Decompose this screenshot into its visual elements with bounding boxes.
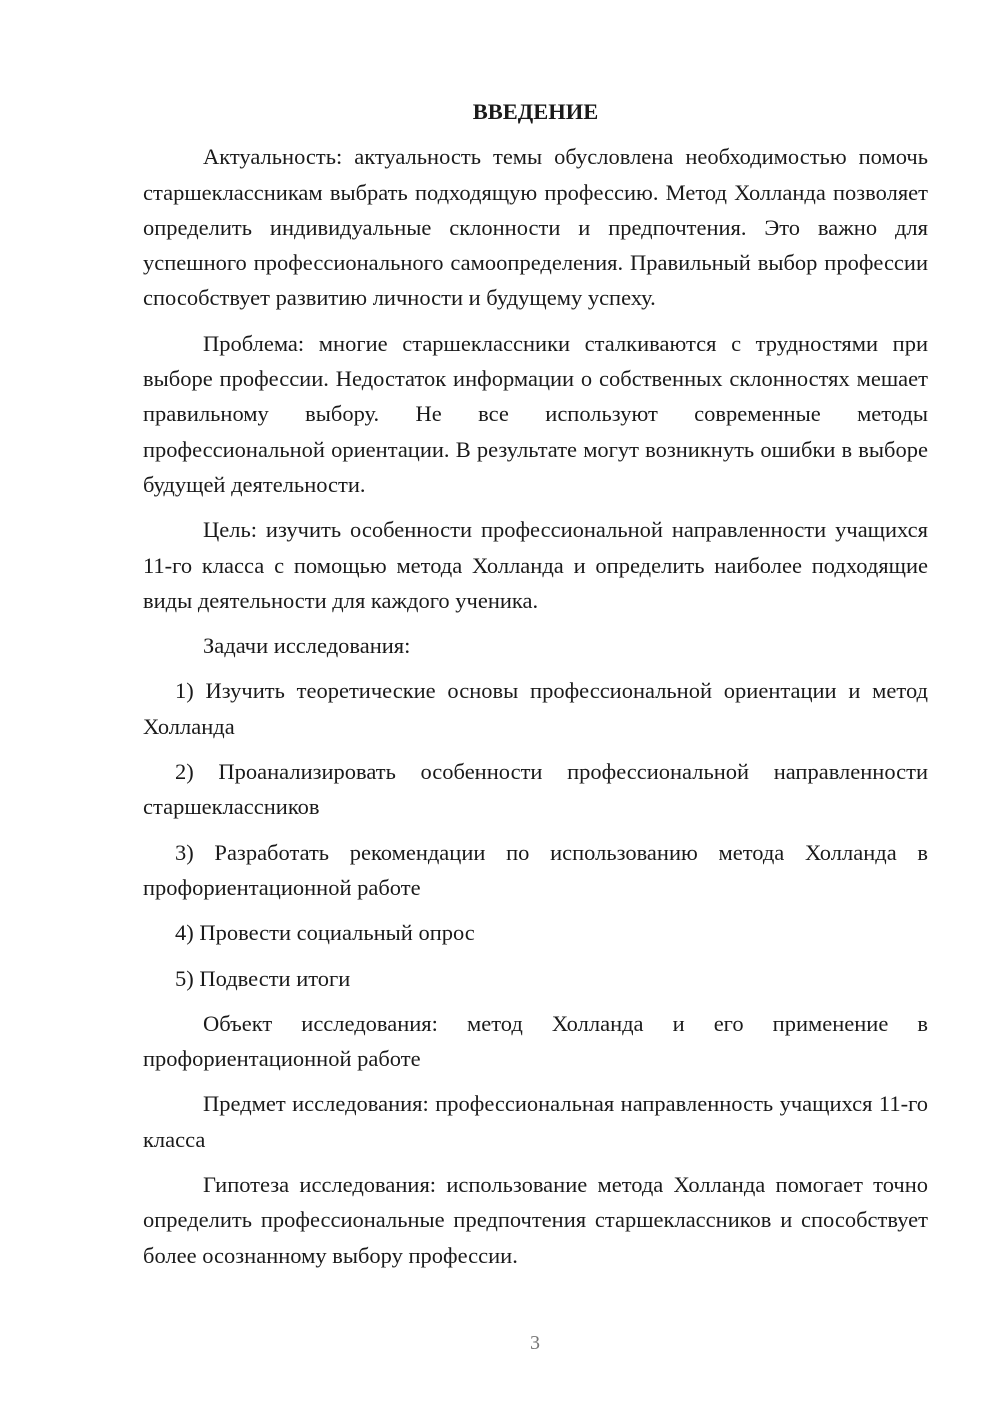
tasks-heading: Задачи исследования: — [203, 633, 411, 659]
goal-paragraph: Цель: изучить особенности профессиональной направленности учащихся 11-го класса с помощью метода Холланда и определить наиболее подходящие виды деятельности для каждого ученика. — [143, 517, 928, 613]
hypothesis-paragraph: Гипотеза исследования: использование метода Холланда помогает точно определить профессиональные предпочтения старшеклассников и способствует более осознанному выбору профессии. — [143, 1172, 928, 1268]
subject-paragraph: Предмет исследования: профессиональная направленность учащихся 11-го класса — [143, 1091, 928, 1152]
section-title: ВВЕДЕНИЕ — [472, 99, 599, 124]
task-item-5: 5) Подвести итоги — [175, 965, 351, 991]
problem-paragraph: Проблема: многие старшеклассники сталкиваются с трудностями при выборе профессии. Недостаток информации о собственных склонностях мешает правильному выбору. Не все используют современные методы профессиональной ориентации. В результате могут возникнуть ошибки в выборе будущей деятельности. — [143, 330, 928, 497]
relevance-paragraph: Актуальность: актуальность темы обусловлена необходимостью помочь старшеклассникам выбрать подходящую профессию. Метод Холланда позволяет определить индивидуальные склонности и предпочтения. Это важно для успешного профессионального самоопределения. Правильный выбор профессии способствует развитию личности и будущему успеху. — [143, 144, 928, 311]
task-item-2: 2) Проанализировать особенности профессиональной направленности старшеклассников — [143, 759, 928, 820]
task-item-4: 4) Провести социальный опрос — [175, 920, 475, 946]
page-body — [143, 94, 928, 1273]
task-item-3: 3) Разработать рекомендации по использованию метода Холланда в профориентационной работе — [143, 839, 928, 900]
page-number: 3 — [530, 1332, 540, 1354]
task-item-1: 1) Изучить теоретические основы профессиональной ориентации и метод Холланда — [143, 678, 928, 739]
object-paragraph: Объект исследования: метод Холланда и его применение в профориентационной работе — [143, 1010, 928, 1072]
